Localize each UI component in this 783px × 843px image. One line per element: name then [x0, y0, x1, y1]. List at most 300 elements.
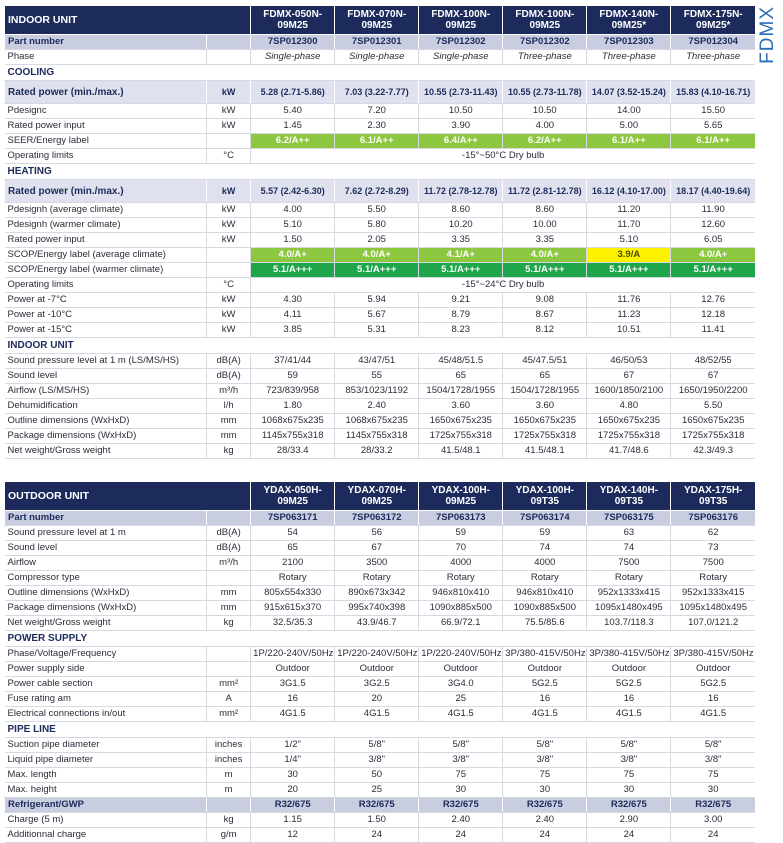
row-unit: kW	[207, 119, 251, 134]
cell-value: 9.21	[419, 293, 503, 308]
cell-value: 946x810x410	[503, 586, 587, 601]
row-unit: dB(A)	[207, 354, 251, 369]
charge-row	[5, 828, 756, 843]
cell-value: 3P/380-415V/50Hz	[587, 647, 671, 662]
cell-value: 1.45	[251, 119, 335, 134]
cell-value: 1P/220-240V/50Hz	[419, 647, 503, 662]
cell-value: 15.83 (4.10-16.71)	[671, 81, 755, 104]
cell-value: 10.50	[419, 104, 503, 119]
table-title: INDOOR UNIT	[5, 6, 251, 35]
cell-value: 48/52/55	[671, 354, 755, 369]
cell-value: 5G2.5	[587, 677, 671, 692]
section-title: PIPE LINE	[5, 722, 756, 738]
cell-value: 4.1/A+	[419, 248, 503, 263]
cell-value: 4.00	[503, 119, 587, 134]
row-label: Rated power input	[5, 119, 207, 134]
cell-value: 5.57 (2.42-6.30)	[251, 180, 335, 203]
cell-value: Rotary	[419, 571, 503, 586]
cell-value: 30	[419, 783, 503, 798]
cell-value: 3G4.0	[419, 677, 503, 692]
cell-value: 2.05	[335, 233, 419, 248]
cell-value: 6.4/A++	[419, 134, 503, 149]
cell-value: 1725x755x318	[419, 429, 503, 444]
cell-value: 74	[503, 541, 587, 556]
row-unit: mm	[207, 429, 251, 444]
cell-value: 1/2"	[251, 738, 335, 753]
model-name: FDMX-070N-09M25	[335, 6, 419, 35]
cell-value: 70	[419, 541, 503, 556]
row-unit: mm	[207, 601, 251, 616]
row-label: Sound level	[5, 541, 207, 556]
row-label: Suction pipe diameter	[5, 738, 207, 753]
model-name: YDAX-100H-09M25	[419, 482, 503, 511]
cell-value: 1095x1480x495	[587, 601, 671, 616]
cell-value: 7SP063171	[251, 511, 335, 526]
model-name: FDMX-175N-09M25*	[671, 6, 755, 35]
cell-value: R32/675	[671, 798, 755, 813]
row-label: Phase/Voltage/Frequency	[5, 647, 207, 662]
cell-value: 3.85	[251, 323, 335, 338]
cell-value: 66.9/72.1	[419, 616, 503, 631]
cell-value: 10.00	[503, 218, 587, 233]
model-name: YDAX-100H-09T35	[503, 482, 587, 511]
cell-value: 4G1.5	[335, 707, 419, 722]
cell-value: 10.50	[503, 104, 587, 119]
seer-row	[5, 134, 756, 149]
cell-value: 5.28 (2.71-5.86)	[251, 81, 335, 104]
row-unit: m³/h	[207, 384, 251, 399]
cell-value: 10.20	[419, 218, 503, 233]
cell-value: 5.1/A+++	[419, 263, 503, 278]
cell-value: 723/839/958	[251, 384, 335, 399]
row-unit: kg	[207, 444, 251, 459]
cell-value: 3P/380-415V/50Hz	[503, 647, 587, 662]
cell-value: 5.50	[335, 203, 419, 218]
cell-value: 5.1/A+++	[335, 263, 419, 278]
cell-value: 6.1/A++	[587, 134, 671, 149]
power-row	[5, 707, 756, 722]
cell-value: 8.79	[419, 308, 503, 323]
heating-power-row	[5, 323, 756, 338]
cell-value: 15.50	[671, 104, 755, 119]
cell-value: 853/1023/1192	[335, 384, 419, 399]
cell-value: 54	[251, 526, 335, 541]
cooling-section	[5, 65, 756, 81]
cell-value: 73	[671, 541, 755, 556]
cell-value: 24	[419, 828, 503, 843]
cell-value: 107.0/121.2	[671, 616, 755, 631]
cell-value: 1145x755x318	[251, 429, 335, 444]
row-label: Airflow	[5, 556, 207, 571]
heating-section	[5, 164, 756, 180]
row-label: Sound level	[5, 369, 207, 384]
cell-value: 14.00	[587, 104, 671, 119]
cell-value: 56	[335, 526, 419, 541]
cell-value: 2.30	[335, 119, 419, 134]
section-title: INDOOR UNIT	[5, 338, 756, 354]
row-label: Compressor type	[5, 571, 207, 586]
cell-value: 4.00	[251, 203, 335, 218]
cell-value: 74	[587, 541, 671, 556]
cooling-row	[5, 119, 756, 134]
cell-value: 2100	[251, 556, 335, 571]
row-unit: mm²	[207, 707, 251, 722]
cell-value: 3/8"	[335, 753, 419, 768]
row-label: SEER/Energy label	[5, 134, 207, 149]
cooling-rated-row	[5, 81, 756, 104]
row-label: Power at -7°C	[5, 293, 207, 308]
cell-value: 20	[335, 692, 419, 707]
row-label: SCOP/Energy label (average climate)	[5, 248, 207, 263]
cell-value: 3.00	[671, 813, 755, 828]
cell-value: 7SP012302	[503, 35, 587, 50]
model-name: FDMX-140N-09M25*	[587, 6, 671, 35]
cell-value: 65	[251, 541, 335, 556]
cell-value: 8.23	[419, 323, 503, 338]
cell-value: 1504/1728/1955	[503, 384, 587, 399]
outdoor-spec-table	[4, 482, 755, 843]
cell-value: 952x1333x415	[671, 586, 755, 601]
cell-value: 12.76	[671, 293, 755, 308]
cell-value: 24	[587, 828, 671, 843]
cell-value: 7500	[671, 556, 755, 571]
cell-value: 1650x675x235	[419, 414, 503, 429]
cell-value: -15°~50°C Dry bulb	[251, 149, 755, 164]
row-unit	[207, 248, 251, 263]
cell-value: 3/8"	[587, 753, 671, 768]
cell-value: 3G1.5	[251, 677, 335, 692]
cell-value: 75	[671, 768, 755, 783]
cell-value: 67	[335, 541, 419, 556]
row-unit: °C	[207, 278, 251, 293]
cell-value: 5.40	[251, 104, 335, 119]
cell-value: 2.90	[587, 813, 671, 828]
cell-value: 5G2.5	[671, 677, 755, 692]
cell-value: 3G2.5	[335, 677, 419, 692]
cell-value: 3.35	[503, 233, 587, 248]
cell-value: 5.1/A+++	[587, 263, 671, 278]
model-name: YDAX-050H-09M25	[251, 482, 335, 511]
cell-value: 4.0/A+	[335, 248, 419, 263]
indoor-spec-table	[4, 6, 755, 459]
row-label: Net weight/Gross weight	[5, 616, 207, 631]
cell-value: 4.11	[251, 308, 335, 323]
cell-value: Single-phase	[419, 50, 503, 65]
heating-row	[5, 233, 756, 248]
cell-value: 41.7/48.6	[587, 444, 671, 459]
row-label: Dehumidification	[5, 399, 207, 414]
cell-value: 25	[335, 783, 419, 798]
cell-value: 1P/220-240V/50Hz	[335, 647, 419, 662]
row-label: Net weight/Gross weight	[5, 444, 207, 459]
cell-value: 67	[671, 369, 755, 384]
cell-value: 4.0/A+	[503, 248, 587, 263]
cell-value: Three-phase	[587, 50, 671, 65]
row-label: Power cable section	[5, 677, 207, 692]
cell-value: 3.60	[419, 399, 503, 414]
refrigerant-row	[5, 798, 756, 813]
row-unit: inches	[207, 738, 251, 753]
model-name: FDMX-100N-09M25	[419, 6, 503, 35]
cell-value: 62	[671, 526, 755, 541]
cell-value: 7.03 (3.22-7.77)	[335, 81, 419, 104]
cell-value: 3.9/A	[587, 248, 671, 263]
cell-value: 7SP012303	[587, 35, 671, 50]
cell-value: R32/675	[251, 798, 335, 813]
cell-value: 14.07 (3.52-15.24)	[587, 81, 671, 104]
outdoor-row	[5, 601, 756, 616]
model-name: YDAX-140H-09T35	[587, 482, 671, 511]
cell-value: 4G1.5	[503, 707, 587, 722]
row-label: Refrigerant/GWP	[5, 798, 207, 813]
row-unit	[207, 134, 251, 149]
cell-value: 41.5/48.1	[419, 444, 503, 459]
row-unit	[207, 662, 251, 677]
cell-value: 8.12	[503, 323, 587, 338]
row-unit: l/h	[207, 399, 251, 414]
cell-value: 55	[335, 369, 419, 384]
row-unit: kW	[207, 218, 251, 233]
cell-value: 28/33.2	[335, 444, 419, 459]
cell-value: 4G1.5	[251, 707, 335, 722]
indoor-row	[5, 354, 756, 369]
row-unit: dB(A)	[207, 526, 251, 541]
row-unit: kg	[207, 616, 251, 631]
part-number-row	[5, 35, 756, 50]
row-unit: kW	[207, 293, 251, 308]
cell-value: 1725x755x318	[587, 429, 671, 444]
cell-value: Outdoor	[587, 662, 671, 677]
cell-value: 7SP012301	[335, 35, 419, 50]
row-unit: inches	[207, 753, 251, 768]
cell-value: Rotary	[671, 571, 755, 586]
cell-value: 1068x675x235	[251, 414, 335, 429]
cell-value: 37/41/44	[251, 354, 335, 369]
row-unit: m	[207, 768, 251, 783]
cell-value: 952x1333x415	[587, 586, 671, 601]
cell-value: 6.2/A++	[251, 134, 335, 149]
cell-value: 75.5/85.6	[503, 616, 587, 631]
cell-value: 11.90	[671, 203, 755, 218]
cell-value: 16	[251, 692, 335, 707]
cell-value: 4.30	[251, 293, 335, 308]
cell-value: 6.1/A++	[335, 134, 419, 149]
row-label: Electrical connections in/out	[5, 707, 207, 722]
cell-value: 41.5/48.1	[503, 444, 587, 459]
cell-value: Three-phase	[503, 50, 587, 65]
row-unit: mm²	[207, 677, 251, 692]
row-unit: A	[207, 692, 251, 707]
indoor-row	[5, 429, 756, 444]
cell-value: Outdoor	[251, 662, 335, 677]
power-row	[5, 647, 756, 662]
indoor-row	[5, 384, 756, 399]
outdoor-row	[5, 586, 756, 601]
cell-value: 5.1/A+++	[671, 263, 755, 278]
cell-value: R32/675	[503, 798, 587, 813]
outdoor-row	[5, 526, 756, 541]
row-label: Rated power (min./max.)	[5, 81, 207, 104]
pipe-line-section	[5, 722, 756, 738]
power-row	[5, 677, 756, 692]
row-unit: kW	[207, 203, 251, 218]
cell-value: 5.10	[587, 233, 671, 248]
phase-row	[5, 50, 756, 65]
cell-value: 65	[419, 369, 503, 384]
cell-value: 25	[419, 692, 503, 707]
cell-value: 18.17 (4.40-19.64)	[671, 180, 755, 203]
row-unit	[207, 571, 251, 586]
cell-value: 1090x885x500	[419, 601, 503, 616]
row-label: Rated power input	[5, 233, 207, 248]
cell-value: 5.10	[251, 218, 335, 233]
row-label: Package dimensions (WxHxD)	[5, 601, 207, 616]
cell-value: 7SP012304	[671, 35, 755, 50]
cell-value: 1P/220-240V/50Hz	[251, 647, 335, 662]
row-unit: °C	[207, 149, 251, 164]
row-unit: dB(A)	[207, 541, 251, 556]
row-label: Power at -10°C	[5, 308, 207, 323]
cell-value: R32/675	[335, 798, 419, 813]
pipe-row	[5, 768, 756, 783]
cell-value: 7SP063173	[419, 511, 503, 526]
heating-rated-row	[5, 180, 756, 203]
cell-value: 28/33.4	[251, 444, 335, 459]
scop-warmer-row	[5, 263, 756, 278]
cell-value: 20	[251, 783, 335, 798]
cell-value: 11.76	[587, 293, 671, 308]
cell-value: 4G1.5	[587, 707, 671, 722]
cell-value: 1600/1850/2100	[587, 384, 671, 399]
cell-value: Outdoor	[671, 662, 755, 677]
row-label: Pdesignh (average climate)	[5, 203, 207, 218]
outdoor-row	[5, 616, 756, 631]
model-name: YDAX-175H-09T35	[671, 482, 755, 511]
cell-value: 24	[671, 828, 755, 843]
indoor-row	[5, 444, 756, 459]
outdoor-part-number-row	[5, 511, 756, 526]
row-unit: m	[207, 783, 251, 798]
cell-value: 10.55 (2.73-11.78)	[503, 81, 587, 104]
cell-value: 915x615x370	[251, 601, 335, 616]
heating-power-row	[5, 308, 756, 323]
cell-value: Outdoor	[503, 662, 587, 677]
cell-value: 1504/1728/1955	[419, 384, 503, 399]
cell-value: 11.72 (2.81-12.78)	[503, 180, 587, 203]
cell-value: 7.20	[335, 104, 419, 119]
row-label: Power supply side	[5, 662, 207, 677]
cell-value: 5/8"	[335, 738, 419, 753]
cell-value: Rotary	[335, 571, 419, 586]
row-unit: kW	[207, 104, 251, 119]
cell-value: 4G1.5	[419, 707, 503, 722]
cell-value: 2.40	[335, 399, 419, 414]
cell-value: 1068x675x235	[335, 414, 419, 429]
row-label: Outline dimensions (WxHxD)	[5, 586, 207, 601]
cell-value: 10.55 (2.73-11.43)	[419, 81, 503, 104]
cell-value: 5.94	[335, 293, 419, 308]
section-title: COOLING	[5, 65, 756, 81]
cell-value: 3/8"	[671, 753, 755, 768]
cell-value: 11.41	[671, 323, 755, 338]
cell-value: Rotary	[251, 571, 335, 586]
cell-value: 5.31	[335, 323, 419, 338]
row-label: Outline dimensions (WxHxD)	[5, 414, 207, 429]
cell-value: 1650x675x235	[587, 414, 671, 429]
cell-value: 5.67	[335, 308, 419, 323]
cell-value: 7SP012302	[419, 35, 503, 50]
outdoor-header-row	[5, 482, 756, 511]
row-label: SCOP/Energy label (warmer climate)	[5, 263, 207, 278]
cell-value: 59	[251, 369, 335, 384]
row-unit: kW	[207, 81, 251, 104]
cell-value: 995x740x398	[335, 601, 419, 616]
cell-value: 946x810x410	[419, 586, 503, 601]
row-label: Rated power (min./max.)	[5, 180, 207, 203]
row-unit: m³/h	[207, 556, 251, 571]
cell-value: 63	[587, 526, 671, 541]
cell-value: 5.50	[671, 399, 755, 414]
row-label: Operating limits	[5, 278, 207, 293]
cell-value: 8.60	[419, 203, 503, 218]
cell-value: 12.60	[671, 218, 755, 233]
cell-value: 4G1.5	[671, 707, 755, 722]
cell-value: 1.50	[251, 233, 335, 248]
row-label: Phase	[5, 50, 207, 65]
cell-value: 5/8"	[419, 738, 503, 753]
heating-row	[5, 218, 756, 233]
cell-value: 1095x1480x495	[671, 601, 755, 616]
cell-value: 42.3/49.3	[671, 444, 755, 459]
row-label: Fuse rating am	[5, 692, 207, 707]
row-label: Additionnal charge	[5, 828, 207, 843]
charge-row	[5, 813, 756, 828]
cell-value: 3/8"	[419, 753, 503, 768]
power-row	[5, 662, 756, 677]
cell-value: Rotary	[503, 571, 587, 586]
cell-value: 11.23	[587, 308, 671, 323]
row-label: Package dimensions (WxHxD)	[5, 429, 207, 444]
cell-value: 7SP012300	[251, 35, 335, 50]
row-unit: g/m	[207, 828, 251, 843]
row-label: Operating limits	[5, 149, 207, 164]
cell-value: 30	[251, 768, 335, 783]
outdoor-row	[5, 541, 756, 556]
cell-value: 30	[671, 783, 755, 798]
cooling-row	[5, 104, 756, 119]
indoor-unit-section	[5, 338, 756, 354]
side-series-label: FDMX	[757, 6, 778, 64]
row-unit	[207, 647, 251, 662]
pipe-row	[5, 738, 756, 753]
cell-value: 5G2.5	[503, 677, 587, 692]
cell-value: 7.62 (2.72-8.29)	[335, 180, 419, 203]
cell-value: 32.5/35.3	[251, 616, 335, 631]
row-label: Pdesignc	[5, 104, 207, 119]
cell-value: 59	[503, 526, 587, 541]
scop-average-row	[5, 248, 756, 263]
cell-value: 43.9/46.7	[335, 616, 419, 631]
cell-value: 5.1/A+++	[251, 263, 335, 278]
cell-value: 3/8"	[503, 753, 587, 768]
cell-value: R32/675	[419, 798, 503, 813]
cell-value: 30	[503, 783, 587, 798]
cell-value: 3.60	[503, 399, 587, 414]
cell-value: 11.20	[587, 203, 671, 218]
cell-value: 43/47/51	[335, 354, 419, 369]
row-unit	[207, 50, 251, 65]
cell-value: 16.12 (4.10-17.00)	[587, 180, 671, 203]
